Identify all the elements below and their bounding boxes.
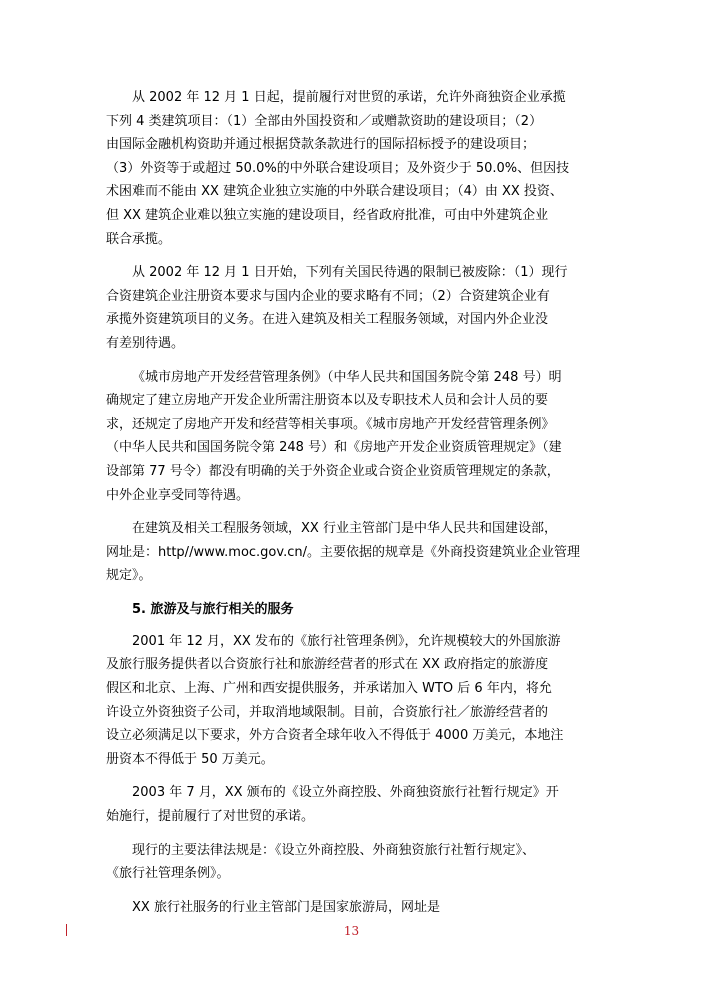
text-line: 有差别待遇。 [106, 335, 185, 351]
text-line: 网址是：http//www.moc.gov.cn/。主要依据的规章是《外商投资建筑业企业管理 [106, 544, 580, 560]
paragraph-current-laws [106, 839, 598, 886]
text-line: 但 XX 建筑企业难以独立实施的建设项目，经省政府批准，可由中外建筑企业 [106, 207, 549, 223]
paragraph-national-treatment [106, 261, 598, 355]
paragraph-tourism-authority [106, 896, 598, 920]
text-line: 由国际金融机构资助并通过根据贷款条款进行的国际招标授予的建设项目； [106, 137, 536, 153]
text-line: 承揽外资建筑项目的义务。在进入建筑及相关工程服务领域，对国内外企业没 [106, 312, 549, 328]
page-number: 13 [343, 924, 360, 938]
text-line: 下列 4 类建筑项目：（1）全部由外国投资和／或赠款资助的建设项目；（2） [106, 113, 543, 129]
text-line: XX 旅行社服务的行业主管部门是国家旅游局，网址是 [132, 899, 440, 915]
text-line: （中华人民共和国国务院令第 248 号）和《房地产开发企业资质管理规定》（建 [106, 440, 562, 456]
text-line: 2003 年 7 月，XX 颁布的《设立外商控股、外商独资旅行社暂行规定》开 [132, 785, 559, 801]
text-line: 中外企业享受同等待遇。 [106, 487, 250, 503]
text-line: 及旅行服务提供者以合资旅行社和旅游经营者的形式在 XX 政府指定的旅游度 [106, 657, 549, 673]
text-line: 合资建筑企业注册资本要求与国内企业的要求略有不同；（2）合资建筑企业有 [106, 288, 550, 304]
text-line: 《城市房地产开发经营管理条例》（中华人民共和国国务院令第 248 号）明 [132, 369, 562, 385]
text-line: 设部第 77 号令）都没有明确的关于外资企业或合资企业资质管理规定的条款， [106, 463, 560, 479]
paragraph-real-estate-regulation [106, 366, 598, 508]
text-line: 联合承揽。 [106, 231, 172, 247]
text-line: 求，还规定了房地产开发和经营等相关事项。《城市房地产开发经营管理条例》 [106, 416, 555, 432]
text-line: 从 2002 年 12 月 1 日起，提前履行对世贸的承诺，允许外商独资企业承揽 [132, 90, 566, 105]
paragraph-interim-provisions [106, 781, 598, 828]
section-heading: 5. 旅游及与旅行相关的服务 [132, 601, 294, 617]
text-line: 设立必须满足以下要求，外方合资者全球年收入不得低于 4000 万美元，本地注 [106, 728, 564, 744]
text-line: 《旅行社管理条例》。 [106, 866, 230, 882]
text-line: 现行的主要法律法规是：《设立外商控股、外商独资旅行社暂行规定》、 [132, 842, 536, 858]
paragraph-construction-authority [106, 517, 598, 588]
text-line: 在建筑及相关工程服务领域，XX 行业主管部门是中华人民共和国建设部， [132, 521, 557, 537]
text-line: （3）外资等于或超过 50.0%的中外联合建设项目；及外资少于 50.0%、但因技 [106, 160, 570, 176]
text-line: 2001 年 12 月，XX 发布的《旅行社管理条例》，允许规模较大的外国旅游 [132, 633, 561, 649]
text-line: 从 2002 年 12 月 1 日开始，下列有关国民待遇的限制已被废除：（1）现行 [132, 265, 568, 281]
paragraph-travel-agency-regulation [106, 630, 598, 772]
paragraph-foreign-owned-construction [106, 86, 598, 251]
text-line: 册资本不得低于 50 万美元。 [106, 751, 274, 767]
document-body [106, 86, 598, 929]
text-line: 许设立外资独资子公司，并取消地域限制。目前，合资旅行社／旅游经营者的 [106, 704, 549, 720]
text-line: 始施行，提前履行了对世贸的承诺。 [106, 809, 315, 825]
text-line: 规定》。 [106, 568, 152, 584]
text-line: 确规定了建立房地产开发企业所需注册资本以及专职技术人员和会计人员的要 [106, 393, 549, 409]
text-line: 术困难而不能由 XX 建筑企业独立实施的中外联合建设项目；（4）由 XX 投资、 [106, 184, 563, 200]
text-line: 假区和北京、上海、广州和西安提供服务，并承诺加入 WTO 后 6 年内，将允 [106, 681, 552, 697]
